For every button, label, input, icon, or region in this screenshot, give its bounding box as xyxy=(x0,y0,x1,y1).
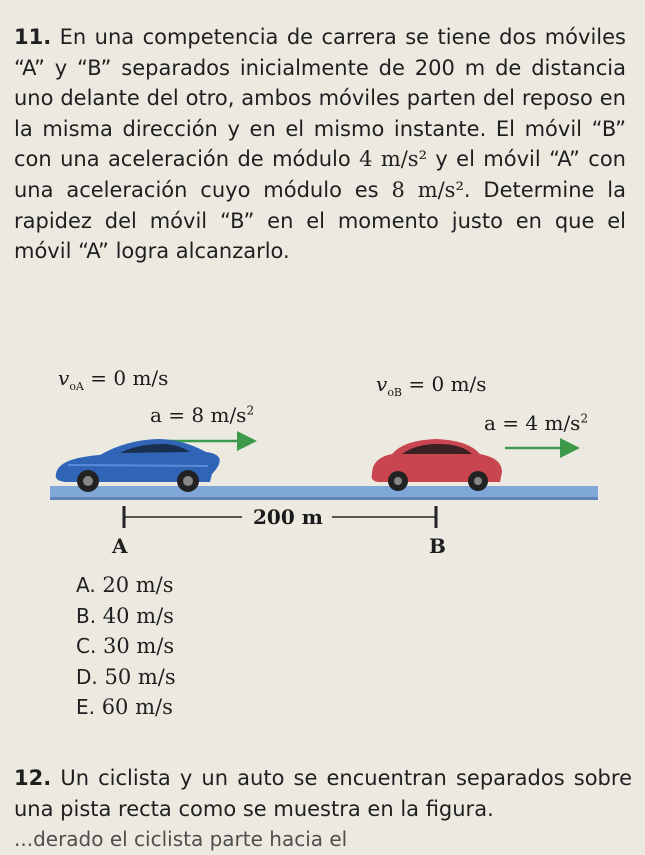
accel-b-value: 4 m/s² xyxy=(359,147,427,172)
question-11-statement-part-2: y el móvil “A” con una aceleración cuyo módulo es xyxy=(14,147,626,202)
answer-options xyxy=(76,570,176,723)
distance-label: 200 m xyxy=(253,505,323,529)
option-e[interactable]: E. 60 m/s xyxy=(76,695,173,719)
question-11-number: 11. xyxy=(14,25,52,49)
question-11-statement-part-1: En una competencia de carrera se tiene dos móviles “A” y “B” separados inicialmente de 200 m de distancia uno delante del otro, ambos móviles parten del reposo en la misma dirección y en el mismo instante. El móvil “B” con una aceleración de módulo xyxy=(14,25,626,172)
car-a xyxy=(56,439,220,492)
question-11 xyxy=(14,22,626,267)
acceleration-b-label: a = 4 $m/s^2$ xyxy=(484,411,589,435)
question-11-text xyxy=(14,22,626,267)
option-a[interactable]: A. 20 m/s xyxy=(76,573,174,597)
point-b-label: B xyxy=(429,534,446,558)
question-12-text xyxy=(14,763,632,824)
accel-a-value: 8 m/s² xyxy=(391,177,464,202)
option-c[interactable]: C. 30 m/s xyxy=(76,634,175,658)
question-12 xyxy=(14,763,632,855)
initial-velocity-a-label: $v_{oA} = 0$ m/s xyxy=(58,366,169,393)
option-d[interactable]: D. 50 m/s xyxy=(76,664,176,689)
car-b xyxy=(372,439,502,491)
cars-figure xyxy=(40,362,610,572)
point-a-label: A xyxy=(112,534,128,558)
initial-velocity-b-label: $v_{oB} = 0$ m/s xyxy=(376,372,487,399)
question-11-statement-part-3: . Determine la rapidez del móvil “B” en el momento justo en que el móvil “A” logra alcanzarlo. xyxy=(14,177,626,264)
question-12-number: 12. xyxy=(14,766,52,790)
question-12-statement: Un ciclista y un auto se encuentran separados sobre una pista recta como se muestra en la figura. xyxy=(14,766,632,821)
question-12-cut-line: ...derado el ciclista parte hacia el xyxy=(14,827,348,852)
acceleration-a-label: a = 8 $m/s^2$ xyxy=(150,403,255,427)
option-b[interactable]: B. 40 m/s xyxy=(76,603,174,628)
